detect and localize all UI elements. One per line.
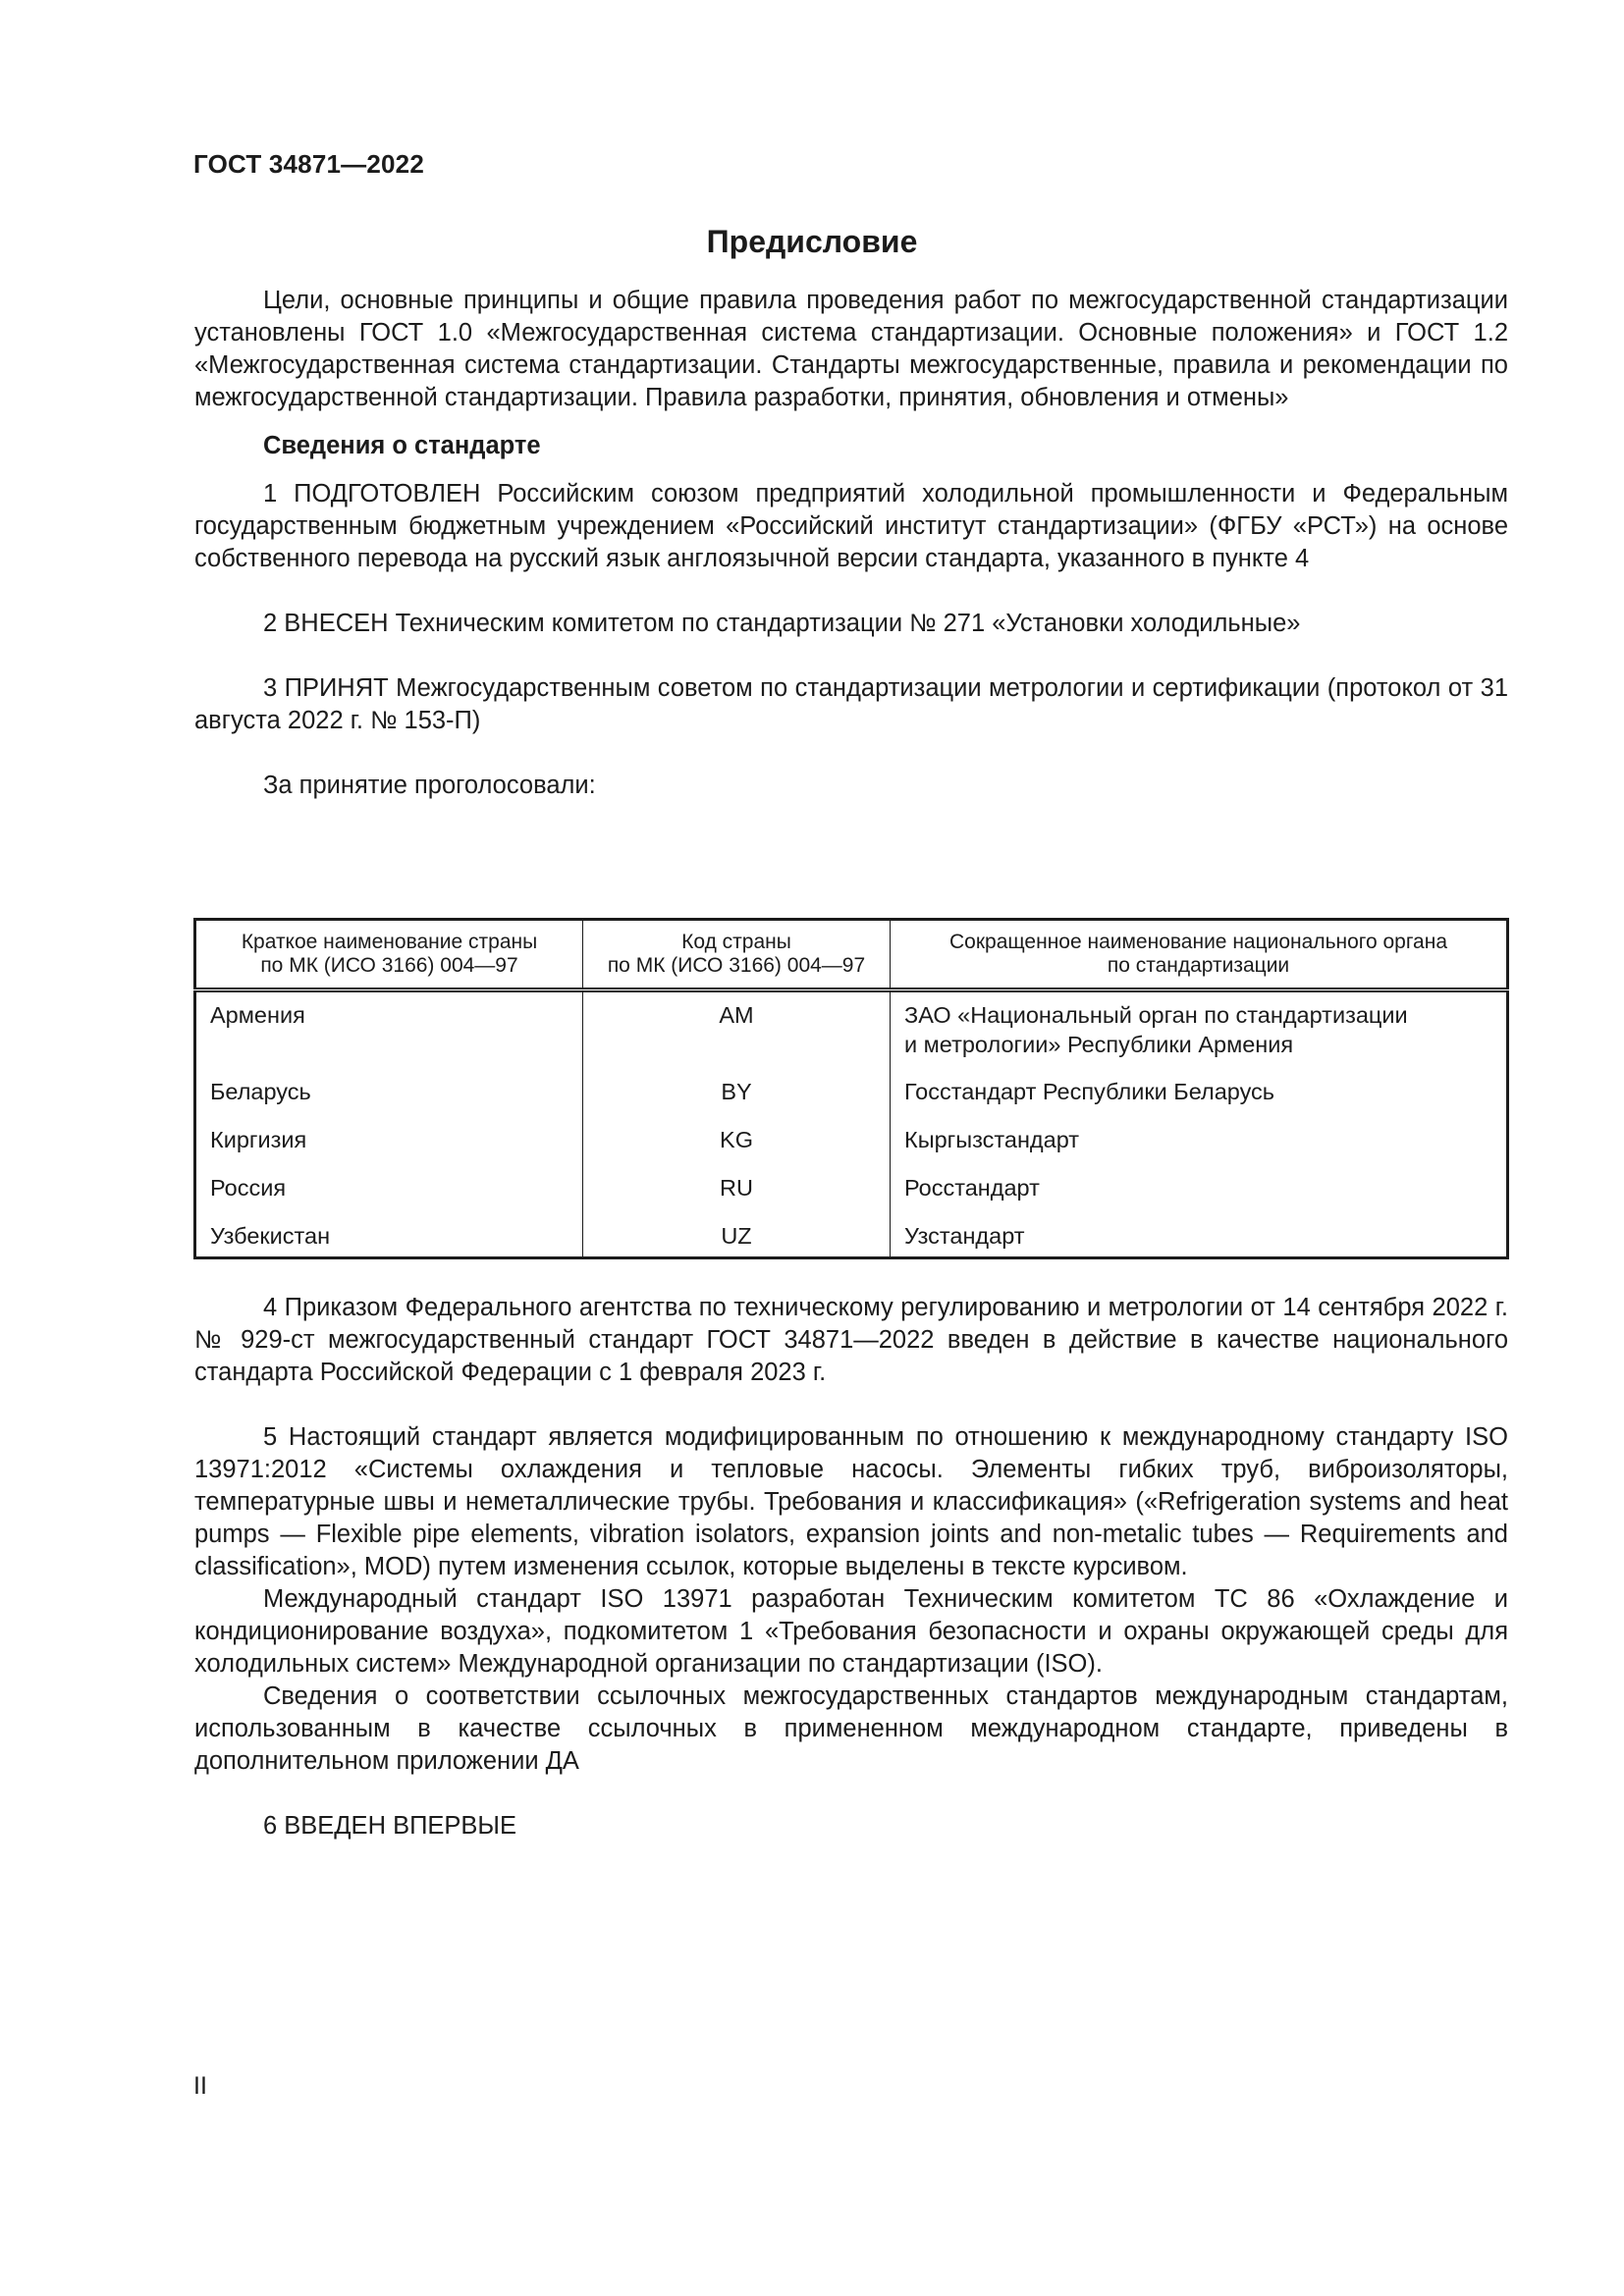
page-number: II — [193, 2072, 207, 2100]
header-line: по стандартизации — [1107, 954, 1290, 977]
item-3-adopted: 3 ПРИНЯТ Межгосударственным советом по стандартизации метрологии и сертификации (протокол от 31 августа 2022 г. № 153-П) — [194, 674, 1508, 734]
header-line: по МК (ИСО 3166) 004—97 — [607, 954, 866, 977]
national-body-cell: Узстандарт — [891, 1221, 1508, 1258]
header-line: Краткое наименование страны — [241, 931, 538, 953]
code-cell: BY — [583, 1077, 891, 1125]
column-header-code — [583, 920, 891, 990]
country-cell: Россия — [195, 1173, 583, 1221]
page-title: Предисловие — [706, 224, 918, 259]
table-row — [195, 1173, 1508, 1221]
code-cell: RU — [583, 1173, 891, 1221]
national-body-cell: Росстандарт — [891, 1173, 1508, 1221]
body-line: ЗАО «Национальный орган по стандартизации — [904, 1002, 1408, 1028]
table-header-row — [195, 920, 1508, 990]
country-cell: Армения — [195, 990, 583, 1078]
code-cell: AM — [583, 990, 891, 1078]
national-body-cell: Кыргызстандарт — [891, 1125, 1508, 1173]
item-2-submitted: 2 ВНЕСЕН Техническим комитетом по стандартизации № 271 «Установки холодильные» — [263, 610, 1301, 637]
country-cell: Беларусь — [195, 1077, 583, 1125]
table-row — [195, 1221, 1508, 1258]
table-row — [195, 1077, 1508, 1125]
foreword-section-continued — [194, 1292, 1508, 1842]
foreword-section — [194, 285, 1508, 802]
header-line: Код страны — [681, 931, 791, 953]
item-5-iso-developer: Международный стандарт ISO 13971 разработан Техническим комитетом ТС 86 «Охлаждение и кондиционирование воздуха», подкомитетом 1 «Требования безопасности и охраны окружающей среды для холодильных систем» Международной организации по стандартизации (ISO). — [194, 1585, 1508, 1678]
national-body-cell: Госстандарт Республики Беларусь — [891, 1077, 1508, 1125]
item-5-modified: 5 Настоящий стандарт является модифицированным по отношению к международному стандарту ISO 13971:2012 «Системы охлаждения и тепловые насосы. Элементы гибких труб, виброизоляторы, температурные швы и неметаллические трубы. Требования и классификация» («Refrigeration systems and heat pumps — Flexible pipe elements, vibration isolators, expansion joints and non-metalic tubes — Requirements and classification», MOD) путем изменения ссылок, которые выделены в тексте курсивом. — [194, 1423, 1508, 1580]
voting-countries-table — [193, 918, 1509, 1259]
country-cell: Киргизия — [195, 1125, 583, 1173]
voted-label: За принятие проголосовали: — [263, 772, 596, 799]
document-id-header: ГОСТ 34871—2022 — [193, 149, 424, 179]
header-line: по МК (ИСО 3166) 004—97 — [260, 954, 518, 977]
header-line: Сокращенное наименование национального органа — [948, 931, 1448, 953]
body-line: и метрологии» Республики Армения — [904, 1032, 1294, 1057]
national-body-cell — [891, 990, 1508, 1078]
table-row — [195, 990, 1508, 1078]
intro-paragraph: Цели, основные принципы и общие правила проведения работ по межгосударственной стандартизации установлены ГОСТ 1.0 «Межгосударственная система стандартизации. Основные положения» и ГОСТ 1.2 «Межгосударственная система стандартизации. Стандарты межгосударственные, правила и рекомендации по межгосударственной стандартизации. Правила разработки, принятия, обновления и отмены» — [194, 287, 1508, 411]
section-heading: Сведения о стандарте — [263, 432, 541, 459]
item-5-reference-info: Сведения о соответствии ссылочных межгосударственных стандартов международным стандартам, использованным в качестве ссылочных в примененном международном стандарте, приведены в дополнительном приложении ДА — [194, 1682, 1508, 1775]
code-cell: UZ — [583, 1221, 891, 1258]
column-header-country — [195, 920, 583, 990]
code-cell: KG — [583, 1125, 891, 1173]
table-row — [195, 1125, 1508, 1173]
item-1-prepared: 1 ПОДГОТОВЛЕН Российским союзом предприятий холодильной промышленности и Федеральным государственным бюджетным учреждением «Российский институт стандартизации» (ФГБУ «РСТ») на основе собственного перевода на русский язык англоязычной версии стандарта, указанного в пункте 4 — [194, 480, 1508, 572]
column-header-national-body — [891, 920, 1508, 990]
item-6-introduced: 6 ВВЕДЕН ВПЕРВЫЕ — [263, 1812, 517, 1840]
item-4-order: 4 Приказом Федерального агентства по техническому регулированию и метрологии от 14 сентября 2022 г. № 929-ст межгосударственный стандарт ГОСТ 34871—2022 введен в действие в качестве национального стандарта Российской Федерации с 1 февраля 2023 г. — [194, 1294, 1508, 1386]
country-cell: Узбекистан — [195, 1221, 583, 1258]
